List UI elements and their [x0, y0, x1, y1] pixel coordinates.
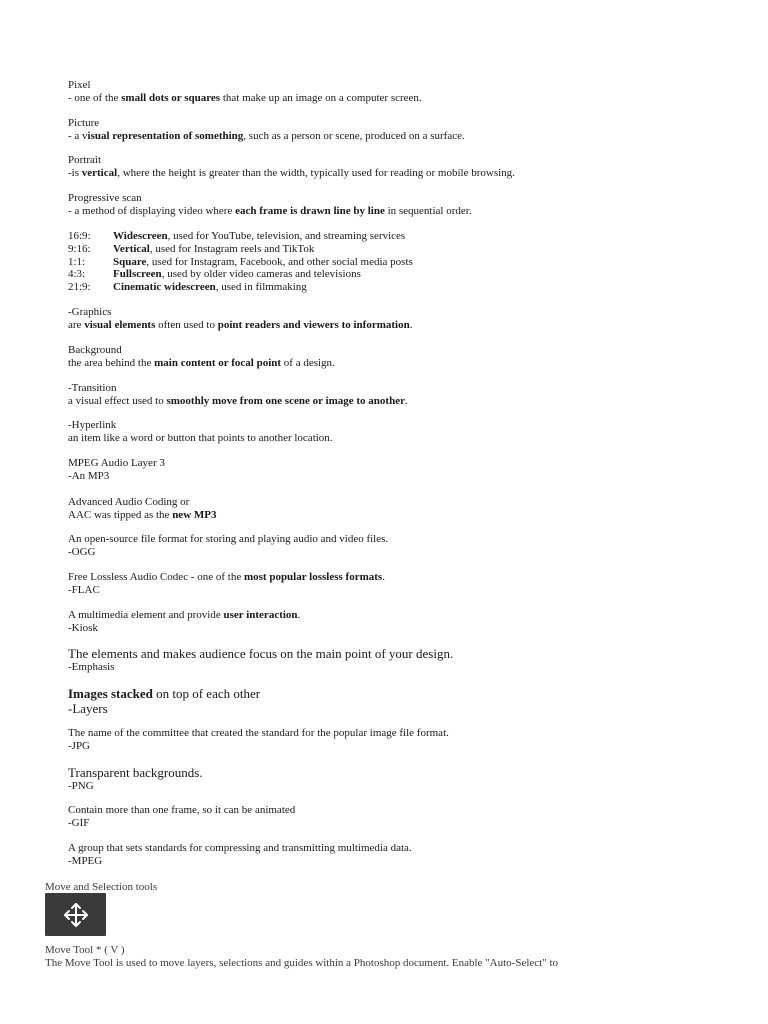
ratio-row	[68, 256, 413, 269]
definition-entry	[68, 419, 728, 445]
term-definition	[68, 167, 728, 180]
definition-entry	[68, 306, 728, 332]
ratio-term: Cinematic widescreen	[113, 281, 216, 294]
ratio-term: Square	[113, 255, 147, 268]
ratio-row	[68, 243, 413, 256]
question-line	[68, 686, 728, 701]
ratio-row	[68, 281, 413, 294]
answer-line: -GIF	[68, 817, 90, 829]
qa-entry	[68, 457, 728, 483]
question-line	[68, 804, 728, 817]
bold-text: smoothly move from one scene or image to another	[166, 395, 405, 407]
qa-entry	[68, 804, 728, 830]
ratio-desc	[113, 256, 413, 269]
text-run: Transparent backgrounds.	[68, 765, 203, 780]
text-run: A group that sets standards for compressing and transmitting multimedia data.	[68, 842, 412, 854]
answer-line	[68, 470, 728, 483]
ratio-usage: , used in filmmaking	[215, 281, 307, 294]
definition-entry	[68, 344, 728, 370]
ratio-row	[68, 268, 413, 281]
text-run: - a v	[68, 130, 88, 142]
bold-text: Images stacked	[68, 686, 153, 701]
bold-text: most popular lossless formats	[243, 571, 383, 583]
text-run: , such as a person or scene, produced on a surface.	[243, 130, 465, 142]
term-title: Progressive scan	[68, 192, 142, 204]
ratio-key: 9:16:	[68, 242, 91, 255]
text-run: an item like a word or button that points to another location.	[68, 432, 333, 444]
ratio-usage: , used for Instagram, Facebook, and other social media posts	[146, 255, 413, 268]
ratio-desc	[113, 230, 405, 243]
answer-line	[68, 546, 728, 559]
text-run: MPEG Audio Layer 3	[68, 457, 165, 469]
bold-text: each frame is drawn line by line	[235, 205, 385, 217]
ratio-key: 4:3:	[68, 268, 86, 281]
text-run: Contain more than one frame, so it can be animated	[68, 804, 296, 816]
ratio-key: 21:9:	[68, 281, 91, 294]
text-run: a visual effect used to	[68, 395, 167, 407]
ratio-key: 16:9:	[68, 230, 91, 242]
qa-entry	[68, 571, 728, 597]
text-run: .	[404, 395, 408, 407]
term-title: Background	[68, 344, 122, 356]
text-run: An open-source file format for storing and playing audio and video files.	[68, 533, 389, 545]
text-run: A multimedia element and provide	[68, 609, 224, 621]
term-definition	[68, 432, 728, 445]
bold-text: main content or focal point	[154, 357, 282, 369]
bold-text: new MP3	[172, 509, 217, 521]
ratio-desc	[113, 243, 314, 256]
text-run: The elements and makes audience focus on the main point of your design.	[68, 646, 454, 661]
text-run: -An MP3	[68, 470, 110, 482]
answer-line: -MPEG	[68, 855, 103, 867]
ratio-term: Vertical	[113, 242, 150, 255]
text-run: -Kiosk	[68, 622, 98, 634]
qa-entry	[68, 533, 728, 559]
text-run: -OGG	[68, 546, 96, 558]
term-definition	[68, 130, 728, 143]
move-arrows-icon	[61, 900, 91, 930]
qa-entry	[68, 646, 728, 674]
text-run: Advanced Audio Coding or	[68, 496, 190, 508]
term-title: Portrait	[68, 154, 101, 166]
definition-entry	[68, 154, 728, 180]
ratio-usage: , used for YouTube, television, and streaming services	[167, 230, 406, 242]
question-line	[68, 571, 728, 584]
question-line	[68, 765, 728, 780]
qa-entry	[68, 765, 728, 793]
move-tool-icon-box	[45, 893, 106, 936]
text-run: .	[409, 319, 413, 331]
term-definition	[68, 319, 728, 332]
question-line	[68, 727, 728, 740]
move-tool-description: The Move Tool is used to move layers, selections and guides within a Photoshop document. Enable "Auto-Select" to	[45, 957, 559, 969]
text-run: - a method of displaying video where	[68, 205, 236, 217]
aspect-ratio-list	[68, 230, 413, 294]
bold-text: isual representation of something	[87, 130, 244, 142]
question-line	[68, 842, 728, 855]
answer-line: -PNG	[68, 780, 94, 792]
qa-entry	[68, 496, 728, 522]
ratio-usage: , used by older video cameras and televisions	[161, 268, 361, 281]
bold-text: visual elements	[84, 319, 156, 331]
bold-text: user interaction	[223, 609, 298, 621]
text-run: AAC was tipped as the	[68, 509, 173, 521]
text-run: Free Lossless Audio Codec - one of the	[68, 571, 244, 583]
term-title: Pixel	[68, 79, 91, 91]
answer-line	[68, 584, 728, 597]
qa-entry	[68, 609, 728, 635]
text-run: that make up an image on a computer screen.	[220, 92, 422, 104]
text-run: are	[68, 319, 85, 331]
ratio-row	[68, 230, 413, 243]
qa-entry	[68, 727, 728, 753]
answer-line: -Emphasis	[68, 661, 115, 673]
ratio-term: Fullscreen	[113, 268, 162, 281]
question-line	[68, 646, 728, 661]
term-title: -Hyperlink	[68, 419, 117, 431]
text-run: of a design.	[281, 357, 335, 369]
ratio-usage: , used for Instagram reels and TikTok	[149, 242, 315, 255]
text-run: The name of the committee that created the standard for the popular image file format.	[68, 727, 449, 739]
bold-text: point readers and viewers to information	[217, 319, 410, 331]
text-run: - one of the	[68, 92, 122, 104]
move-tool-name: Move Tool * ( V )	[45, 944, 125, 956]
question-line	[68, 457, 728, 470]
term-definition	[68, 92, 728, 105]
qa-entry	[68, 686, 728, 716]
question-line	[68, 496, 728, 509]
text-run: , where the height is greater than the width, typically used for reading or mobile browsing.	[117, 167, 515, 179]
text-run: often used to	[155, 319, 218, 331]
answer-line	[68, 622, 728, 635]
ratio-key: 1:1:	[68, 255, 86, 268]
qa-entry	[68, 842, 728, 868]
bold-text: vertical	[81, 167, 118, 179]
term-definition	[68, 357, 728, 370]
term-definition	[68, 205, 728, 218]
ratio-desc	[113, 281, 307, 294]
answer-line: -Layers	[68, 701, 108, 716]
ratio-desc	[113, 268, 361, 281]
ratio-term: Widescreen	[113, 230, 168, 242]
text-run: in sequential order.	[384, 205, 472, 217]
definition-entry	[68, 117, 728, 143]
question-line	[68, 609, 728, 622]
term-title: -Graphics	[68, 306, 112, 318]
text-run: .	[382, 571, 385, 583]
text-run: the area behind the	[68, 357, 155, 369]
term-definition	[68, 395, 728, 408]
term-title: Picture	[68, 117, 100, 129]
definition-entry	[68, 192, 728, 218]
text-run: on top of each other	[152, 686, 261, 701]
term-title: -Transition	[68, 382, 117, 394]
definition-entry	[68, 79, 728, 105]
answer-line: -JPG	[68, 740, 91, 752]
text-run: -FLAC	[68, 584, 100, 596]
text-run: .	[297, 609, 301, 621]
question-line	[68, 533, 728, 546]
text-run: -is	[68, 167, 82, 179]
move-selection-heading: Move and Selection tools	[45, 881, 158, 893]
bold-text: small dots or squares	[121, 92, 221, 104]
definition-entry	[68, 382, 728, 408]
answer-line	[68, 509, 728, 522]
